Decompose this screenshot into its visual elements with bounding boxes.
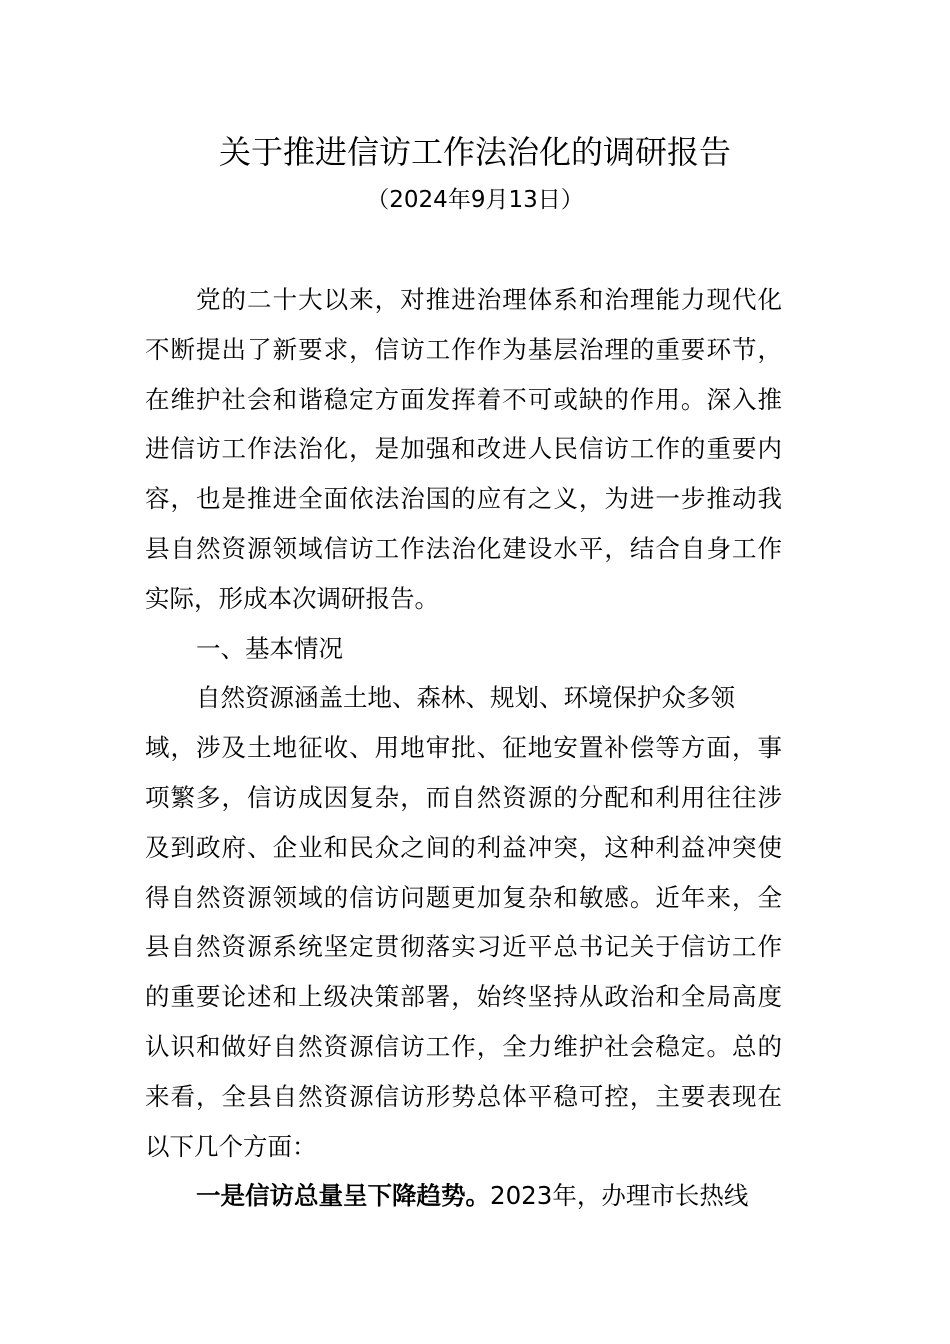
paragraph-line <box>145 1171 782 1221</box>
paragraph-line: 自然资源涵盖土地、森林、规划、环境保护众多领 <box>196 683 735 713</box>
paragraph-line: 的重要论述和上级决策部署，始终坚持从政治和全局高度 <box>145 982 782 1012</box>
paragraph-line: 来看，全县自然资源信访形势总体平稳可控，主要表现在 <box>145 1081 782 1111</box>
paragraph-line: 不断提出了新要求，信访工作作为基层治理的重要环节， <box>145 334 782 364</box>
paragraph-text: 2023年，办理市长热线 <box>490 1181 749 1211</box>
paragraph-line: 得自然资源领域的信访问题更加复杂和敏感。近年来，全 <box>145 882 782 912</box>
paragraph-line: 县自然资源领域信访工作法治化建设水平，结合自身工作 <box>145 533 782 563</box>
document-body <box>145 275 782 1221</box>
paragraph-line: 及到政府、企业和民众之间的利益冲突，这种利益冲突使 <box>145 832 782 862</box>
paragraph-line: 党的二十大以来，对推进治理体系和治理能力现代化 <box>196 285 782 314</box>
paragraph-line: 县自然资源系统坚定贯彻落实习近平总书记关于信访工作 <box>145 932 782 962</box>
paragraph-line: 实际，形成本次调研报告。 <box>145 583 439 613</box>
paragraph-line: 项繁多，信访成因复杂，而自然资源的分配和利用往往涉 <box>145 782 782 812</box>
paragraph-line: 认识和做好自然资源信访工作，全力维护社会稳定。总的 <box>145 1031 782 1061</box>
document-title: 关于推进信访工作法治化的调研报告 <box>218 133 731 171</box>
paragraph-line: 域，涉及土地征收、用地审批、征地安置补偿等方面，事 <box>145 733 782 763</box>
section-heading: 一、基本情况 <box>196 633 343 663</box>
paragraph-line: 进信访工作法治化，是加强和改进人民信访工作的重要内 <box>145 434 782 464</box>
paragraph-line: 容，也是推进全面依法治国的应有之义，为进一步推动我 <box>145 484 782 514</box>
paragraph-line: 以下几个方面： <box>145 1131 317 1161</box>
document-date: （2024年9月13日） <box>366 187 584 213</box>
bold-lead: 一是信访总量呈下降趋势。 <box>196 1181 490 1211</box>
paragraph-line: 在维护社会和谐稳定方面发挥着不可或缺的作用。深入推 <box>145 384 782 414</box>
